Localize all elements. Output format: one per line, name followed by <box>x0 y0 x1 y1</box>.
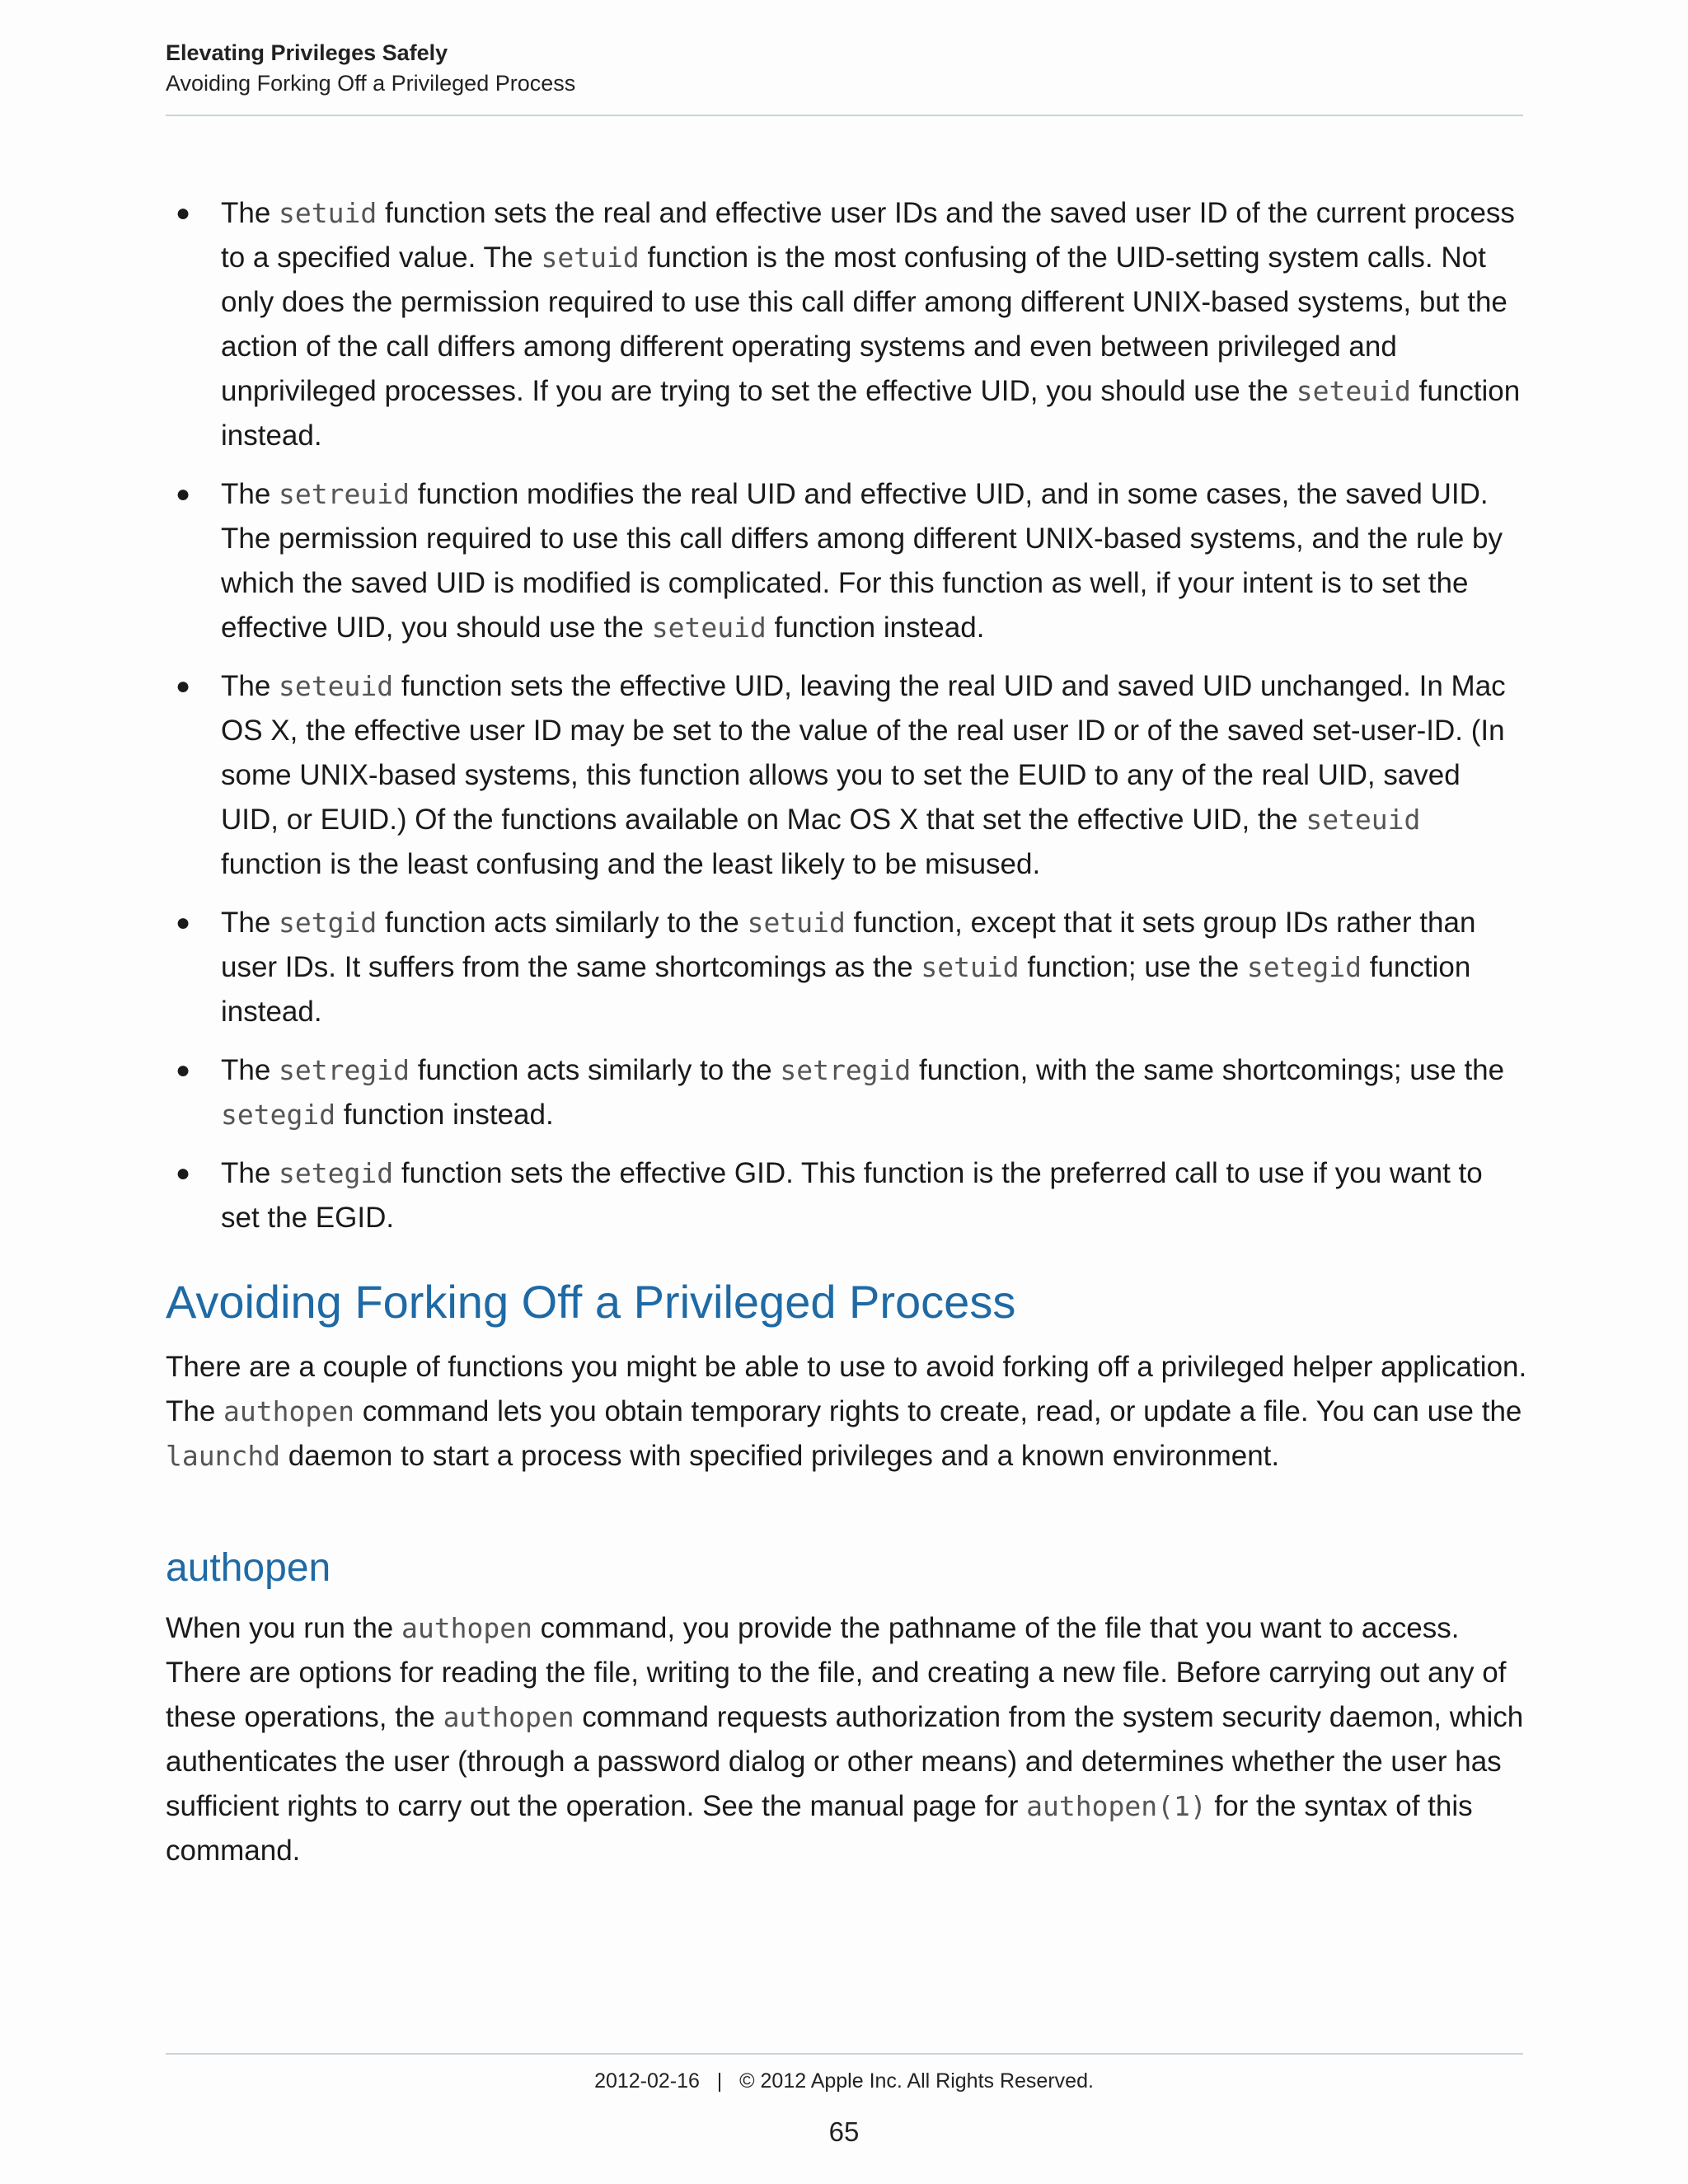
list-item-setreuid: ● The setreuid function modifies the real UID and effective UID, and in some cases, the saved UID. The permission required to use this call differs among different UNIX-based systems, and the rule by which the saved UID is modified is complicated. For this function as well, if your intent is to set the effective UID, you should use the seteuid function instead. <box>166 472 1526 650</box>
code-term: setegid <box>279 1157 394 1189</box>
code-term: authopen <box>401 1612 532 1644</box>
code-term: setegid <box>221 1099 336 1131</box>
footer-divider <box>166 2053 1523 2055</box>
list-item-seteuid: ● The seteuid function sets the effective UID, leaving the real UID and saved UID unchanged. In Mac OS X, the effective user ID may be set to the value of the real user ID or of the saved set-user-ID. (In some UNIX-based systems, this function allows you to set the EUID to any of the real UID, saved UID, or EUID.) Of the functions available on Mac OS X that set the effective UID, the seteuid function is the least confusing and the least likely to be misused. <box>166 664 1526 887</box>
code-term: setregid <box>780 1054 912 1086</box>
section-heading: Avoiding Forking Off a Privileged Process <box>166 1276 1016 1328</box>
running-header <box>166 38 1523 99</box>
header-divider <box>166 115 1523 116</box>
code-term: setreuid <box>279 478 410 510</box>
chapter-title: Elevating Privileges Safely <box>166 40 448 65</box>
footer-copyright: © 2012 Apple Inc. All Rights Reserved. <box>739 2069 1094 2093</box>
bullet-icon: ● <box>176 909 191 936</box>
code-term: authopen <box>443 1701 574 1733</box>
page-number: 65 <box>828 2116 860 2147</box>
page-footer <box>0 2064 1688 2097</box>
section-title: Avoiding Forking Off a Privileged Process <box>166 71 576 96</box>
code-term: setuid <box>541 241 640 274</box>
code-term: setuid <box>747 907 846 939</box>
section-paragraph: There are a couple of functions you might be able to use to avoid forking off a privileged helper application. The authopen command lets you obtain temporary rights to create, read, or update a file. You can use the launchd daemon to start a process with specified privileges and a known environment. <box>166 1351 1527 1472</box>
bullet-icon: ● <box>176 199 191 227</box>
bullet-icon: ● <box>176 480 191 508</box>
footer-separator: | <box>716 2069 723 2093</box>
footer-date: 2012-02-16 <box>594 2069 700 2093</box>
uid-function-list <box>166 191 1526 1254</box>
list-item-setegid: ● The setegid function sets the effective GID. This function is the preferred call to use if you want to set the EGID. <box>166 1151 1526 1240</box>
code-term: setregid <box>279 1054 410 1086</box>
subsection-paragraph: When you run the authopen command, you provide the pathname of the file that you want to access. There are options for reading the file, writing to the file, and creating a new file. Before carrying out any of these operations, the authopen command requests authorization from the system security daemon, which authenticates the user (through a password dialog or other means) and determines whether the user has sufficient rights to carry out the operation. See the manual page for authopen(1) for the syntax of this command. <box>166 1612 1524 1867</box>
man-page-link: authopen(1) <box>1026 1790 1207 1822</box>
code-term: seteuid <box>1306 804 1421 836</box>
list-item-setregid: ● The setregid function acts similarly to the setregid function, with the same shortcomings; use the setegid function instead. <box>166 1048 1526 1137</box>
code-term: authopen <box>223 1395 354 1427</box>
code-term: setegid <box>1246 951 1362 983</box>
bullet-icon: ● <box>176 1057 191 1084</box>
code-term: setgid <box>279 907 377 939</box>
subsection-heading: authopen <box>166 1546 331 1590</box>
list-item-setgid: ● The setgid function acts similarly to the setuid function, except that it sets group IDs rather than user IDs. It suffers from the same shortcomings as the setuid function; use the setegid function instead. <box>166 901 1526 1034</box>
code-term: seteuid <box>279 670 394 702</box>
code-term: setuid <box>279 197 377 229</box>
code-term: launchd <box>166 1440 281 1472</box>
code-term: seteuid <box>651 612 767 644</box>
bullet-icon: ● <box>176 1160 191 1187</box>
code-term: seteuid <box>1296 375 1411 407</box>
list-item-setuid: ● The setuid function sets the real and effective user IDs and the saved user ID of the current process to a specified value. The setuid function is the most confusing of the UID-setting system calls. Not only does the permission required to use this call differ among different UNIX-based systems, but the action of the call differs among different operating systems and even between privileged and unprivileged processes. If you are trying to set the effective UID, you should use the seteuid function instead. <box>166 191 1526 458</box>
code-term: setuid <box>921 951 1020 983</box>
bullet-icon: ● <box>176 673 191 700</box>
